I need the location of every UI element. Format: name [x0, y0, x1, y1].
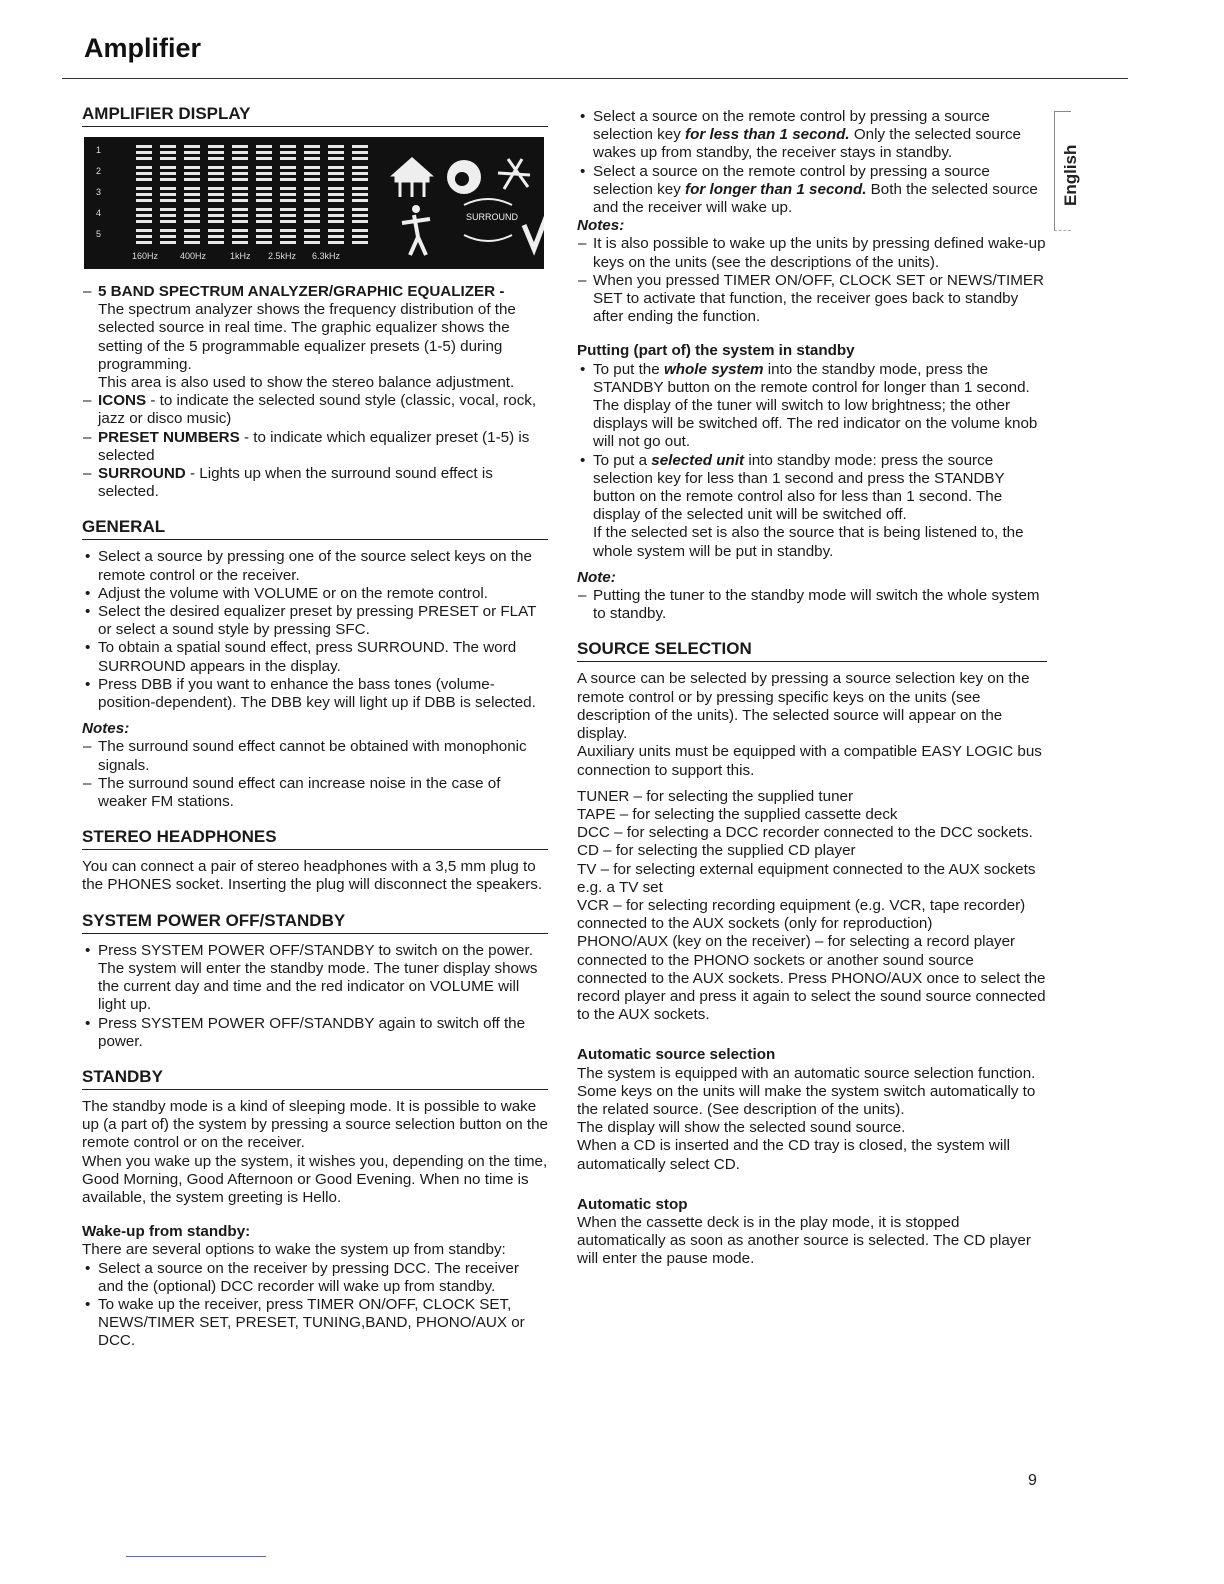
headphones-text: You can connect a pair of stereo headphones with a 3,5 mm plug to the PHONES socket. Inserting the plug will disconnect the speakers.	[82, 858, 543, 894]
wake-up-intro: There are several options to wake the system up from standby:	[82, 1241, 506, 1259]
equalizer-segment	[184, 151, 200, 154]
equalizer-segment	[280, 166, 296, 169]
headphones-heading: STEREO HEADPHONES	[82, 827, 548, 850]
equalizer-segment	[304, 241, 320, 244]
equalizer-segment	[184, 187, 200, 190]
item-text: To put the	[593, 360, 664, 378]
item-text: If the selected set is also the source that is being listened to, the whole system will be put in standby.	[593, 524, 1024, 560]
standby-paragraph: When you wake up the system, it wishes you, depending on the time, Good Morning, Good Afternoon or Good Evening. When no time is available, the system greeting is Hello.	[82, 1152, 548, 1206]
equalizer-segment	[160, 208, 176, 211]
equalizer-segment	[328, 157, 344, 160]
list-item: • Select the desired equalizer preset by pressing PRESET or FLAT or select a sound style by pressing SFC.	[82, 603, 548, 639]
list-item	[577, 361, 1047, 452]
equalizer-segment	[184, 199, 200, 202]
preset-number: 4	[96, 208, 102, 218]
list-item: • To obtain a spatial sound effect, press SURROUND. The word SURROUND appears in the display.	[82, 639, 548, 675]
item-label: PRESET NUMBERS	[98, 428, 240, 446]
equalizer-segment	[208, 187, 224, 190]
equalizer-segment	[304, 220, 320, 223]
equalizer-segment	[184, 229, 200, 232]
item-text: This area is also used to show the stereo balance adjustment.	[98, 374, 515, 392]
equalizer-segment	[208, 229, 224, 232]
amplifier-display-image	[84, 137, 544, 269]
equalizer-segment	[184, 172, 200, 175]
standby-paragraph: The standby mode is a kind of sleeping mode. It is possible to wake up (a part of) the system by pressing a source selection button on the remote control or on the receiver.	[82, 1097, 549, 1152]
equalizer-segment	[208, 220, 224, 223]
equalizer-segment	[256, 157, 272, 160]
list-item: • Press DBB if you want to enhance the bass tones (volume-position-dependent). The DBB key will light up if DBB is selected.	[82, 676, 548, 712]
equalizer-segment	[256, 187, 272, 190]
source-paragraph: A source can be selected by pressing a source selection key on the remote control or by pressing specific keys on the units (see description of the units). The selected source will appear on the display.	[577, 670, 1030, 743]
auto-source-title: Automatic source selection	[577, 1046, 776, 1064]
item-text: Only the selected source wakes up from standby, the receiver stays in standby.	[593, 126, 1021, 162]
equalizer-segment	[160, 178, 176, 181]
equalizer-segment	[160, 220, 176, 223]
equalizer-segment	[184, 157, 200, 160]
equalizer-segment	[160, 214, 176, 217]
equalizer-segment	[160, 193, 176, 196]
equalizer-segment	[232, 241, 248, 244]
equalizer-segment	[208, 166, 224, 169]
equalizer-segment	[304, 178, 320, 181]
auto-stop-text: When the cassette deck is in the play mode, it is stopped automatically as soon as another source is selected. The CD player will enter the pause mode.	[577, 1213, 1031, 1268]
vocal-icon-detail	[455, 172, 469, 186]
language-tab-label: English	[1061, 144, 1080, 206]
equalizer-segment	[208, 241, 224, 244]
equalizer-segment	[160, 157, 176, 160]
equalizer-segment	[184, 166, 200, 169]
item-text: Select a source on the remote control by pressing a source selection key	[593, 162, 990, 198]
equalizer-segment	[280, 199, 296, 202]
equalizer-segment	[160, 172, 176, 175]
equalizer-segment	[328, 151, 344, 154]
equalizer-segment	[184, 220, 200, 223]
equalizer-segment	[136, 145, 152, 148]
equalizer-segment	[232, 166, 248, 169]
list-item: • Adjust the volume with VOLUME or on the remote control.	[82, 585, 548, 603]
list-item	[577, 452, 1047, 561]
equalizer-segment	[304, 199, 320, 202]
equalizer-segment	[160, 235, 176, 238]
equalizer-segment	[136, 235, 152, 238]
equalizer-segment	[184, 193, 200, 196]
item-label: ICONS	[98, 392, 147, 410]
equalizer-segment	[280, 214, 296, 217]
equalizer-segment	[328, 178, 344, 181]
equalizer-segment	[256, 193, 272, 196]
equalizer-segment	[304, 172, 320, 175]
jazz-icon	[498, 159, 530, 189]
item-label: 5 BAND SPECTRUM ANALYZER/GRAPHIC EQUALIZER	[98, 283, 496, 300]
equalizer-segment	[256, 151, 272, 154]
equalizer-segment	[352, 220, 368, 223]
notes-label: Notes:	[82, 720, 130, 738]
equalizer-segment	[160, 187, 176, 190]
equalizer-segment	[352, 178, 368, 181]
equalizer-segment	[208, 214, 224, 217]
equalizer-segment	[304, 193, 320, 196]
preset-number: 3	[96, 187, 102, 197]
equalizer-segment	[304, 166, 320, 169]
title-rule	[62, 78, 1128, 79]
equalizer-segment	[232, 235, 248, 238]
equalizer-segment	[280, 208, 296, 211]
source-item: TV – for selecting external equipment connected to the AUX sockets e.g. a TV set	[577, 860, 1036, 896]
equalizer-segment	[208, 151, 224, 154]
source-list	[577, 788, 1047, 1025]
power-heading: SYSTEM POWER OFF/STANDBY	[82, 911, 548, 934]
remote-wake-list	[577, 108, 1047, 217]
equalizer-segment	[184, 208, 200, 211]
equalizer-segment	[352, 208, 368, 211]
equalizer-segment	[304, 187, 320, 190]
equalizer-segment	[280, 178, 296, 181]
equalizer-segment	[160, 145, 176, 148]
item-text: - Lights up when the surround sound effect is selected.	[98, 465, 493, 501]
item-text: Both the selected source and the receiver will wake up.	[593, 180, 1038, 217]
frequency-label: 1kHz	[230, 251, 251, 261]
equalizer-segment	[184, 178, 200, 181]
item-text: into standby mode: press the source selection key for less than 1 second and press the STANDBY button on the remote control also for less than 1 second. The display of the selected unit will be switched off.	[593, 451, 1005, 524]
equalizer-segment	[352, 151, 368, 154]
equalizer-segment	[328, 208, 344, 211]
item-emphasis: for less than 1 second.	[685, 126, 850, 144]
equalizer-segment	[328, 229, 344, 232]
equalizer-segment	[208, 178, 224, 181]
equalizer-segment	[160, 229, 176, 232]
equalizer-segment	[352, 214, 368, 217]
equalizer-segment	[136, 166, 152, 169]
equalizer-segment	[232, 187, 248, 190]
source-item: CD – for selecting the supplied CD player	[577, 842, 856, 860]
equalizer-segment	[160, 199, 176, 202]
list-item	[82, 283, 548, 392]
preset-number: 1	[96, 145, 102, 155]
general-list	[82, 548, 548, 712]
equalizer-segment	[256, 178, 272, 181]
list-item: • Press SYSTEM POWER OFF/STANDBY again to switch off the power.	[82, 1015, 548, 1051]
equalizer-segment	[136, 229, 152, 232]
equalizer-segment	[136, 199, 152, 202]
putting-standby-title: Putting (part of) the system in standby	[577, 342, 855, 360]
equalizer-segment	[280, 193, 296, 196]
equalizer-segment	[136, 193, 152, 196]
page-title: Amplifier	[84, 33, 202, 63]
equalizer-segment	[280, 157, 296, 160]
equalizer-segment	[136, 151, 152, 154]
equalizer-segment	[256, 199, 272, 202]
equalizer-segment	[328, 235, 344, 238]
item-text: - to indicate the selected sound style (classic, vocal, rock, jazz or disco music)	[98, 392, 537, 428]
disco-icon	[402, 215, 430, 255]
list-item	[577, 163, 1047, 218]
item-text: Select a source on the remote control by pressing a source selection key	[593, 108, 990, 144]
equalizer-segment	[280, 145, 296, 148]
equalizer-segment	[232, 220, 248, 223]
equalizer-segment	[160, 166, 176, 169]
equalizer-segment	[328, 199, 344, 202]
equalizer-segment	[304, 145, 320, 148]
equalizer-segment	[136, 178, 152, 181]
equalizer-segment	[280, 172, 296, 175]
classic-icon	[394, 159, 430, 197]
equalizer-segment	[256, 172, 272, 175]
equalizer-segment	[328, 145, 344, 148]
source-paragraph: Auxiliary units must be equipped with a compatible EASY LOGIC bus connection to support this.	[577, 743, 1042, 779]
preset-number: 5	[96, 229, 102, 239]
standby-heading: STANDBY	[82, 1067, 548, 1090]
wake-up-title: Wake-up from standby:	[82, 1223, 251, 1241]
equalizer-segment	[256, 208, 272, 211]
equalizer-segment	[280, 187, 296, 190]
dbb-icon	[524, 207, 544, 249]
equalizer-segment	[352, 187, 368, 190]
frequency-label: 400Hz	[180, 251, 207, 261]
equalizer-segment	[304, 229, 320, 232]
equalizer-segment	[304, 157, 320, 160]
language-tab	[1054, 111, 1128, 229]
equalizer-segment	[328, 193, 344, 196]
equalizer-segment	[208, 193, 224, 196]
equalizer-segment	[280, 241, 296, 244]
equalizer-segment	[208, 157, 224, 160]
equalizer-segment	[280, 151, 296, 154]
equalizer-segment	[136, 187, 152, 190]
equalizer-segment	[136, 241, 152, 244]
equalizer-segment	[328, 214, 344, 217]
item-label: SURROUND	[98, 465, 186, 483]
equalizer-segment	[184, 235, 200, 238]
equalizer-segment	[208, 145, 224, 148]
auto-source-text: The system is equipped with an automatic source selection function. Some keys on the units will make the system switch automatically to the related source. (See description of the units).	[577, 1064, 1036, 1118]
equalizer-segment	[256, 241, 272, 244]
equalizer-segment	[136, 157, 152, 160]
source-item: TAPE – for selecting the supplied cassette deck	[577, 805, 898, 823]
equalizer-segment	[136, 172, 152, 175]
notes-label: Notes:	[577, 217, 625, 235]
list-item	[82, 392, 548, 428]
equalizer-segment	[256, 229, 272, 232]
source-selection-heading: SOURCE SELECTION	[577, 639, 1047, 662]
item-emphasis: selected unit	[651, 451, 745, 469]
equalizer-segment	[208, 199, 224, 202]
equalizer-segment	[304, 208, 320, 211]
auto-stop-title: Automatic stop	[577, 1195, 688, 1213]
equalizer-segment	[256, 220, 272, 223]
power-list	[82, 942, 548, 1051]
amplifier-display-list	[82, 283, 548, 501]
item-emphasis: whole system	[663, 360, 764, 378]
left-column	[82, 104, 548, 1351]
note-item: – The surround sound effect cannot be obtained with monophonic signals.	[82, 738, 548, 774]
auto-source-text: The display will show the selected sound source.	[577, 1119, 906, 1137]
equalizer-segment	[232, 229, 248, 232]
equalizer-segment	[328, 241, 344, 244]
equalizer-segment	[160, 151, 176, 154]
wake-up-list	[82, 1260, 548, 1351]
equalizer-segment	[352, 157, 368, 160]
surround-icon-lower	[464, 235, 512, 241]
equalizer-segment	[232, 157, 248, 160]
equalizer-segment	[232, 172, 248, 175]
equalizer-segment	[136, 220, 152, 223]
item-text: To put a	[593, 451, 652, 469]
item-text: - to indicate which equalizer preset (1-5) is selected	[98, 428, 530, 464]
equalizer-segment	[184, 145, 200, 148]
list-item	[82, 465, 548, 501]
equalizer-segment	[208, 208, 224, 211]
equalizer-segment	[304, 214, 320, 217]
equalizer-segment	[352, 229, 368, 232]
general-notes	[82, 738, 548, 811]
equalizer-segment	[208, 235, 224, 238]
list-item: • To wake up the receiver, press TIMER ON/OFF, CLOCK SET, NEWS/TIMER SET, PRESET, TUNING,BAND, PHONO/AUX or DCC.	[82, 1296, 548, 1351]
equalizer-segment	[352, 166, 368, 169]
equalizer-segment	[256, 214, 272, 217]
list-item: • Select a source by pressing one of the source select keys on the remote control or the receiver.	[82, 548, 548, 584]
equalizer-segment	[328, 166, 344, 169]
equalizer-segment	[304, 151, 320, 154]
note-item: – It is also possible to wake up the units by pressing defined wake-up keys on the units (see the descriptions of the units).	[577, 235, 1047, 271]
equalizer-segment	[184, 214, 200, 217]
note-label: Note:	[577, 568, 616, 586]
page-number: 9	[1028, 1472, 1037, 1489]
equalizer-segment	[280, 229, 296, 232]
equalizer-segment	[352, 199, 368, 202]
equalizer-segment	[256, 235, 272, 238]
source-item: TUNER – for selecting the supplied tuner	[577, 787, 854, 805]
auto-source-text: When a CD is inserted and the CD tray is closed, the system will automatically select CD.	[577, 1137, 1011, 1173]
amplifier-display-heading: AMPLIFIER DISPLAY	[82, 104, 548, 127]
list-item: • Select a source on the receiver by pressing DCC. The receiver and the (optional) DCC recorder will wake up from standby.	[82, 1260, 548, 1296]
item-separator: -	[495, 283, 505, 300]
note-item: – Putting the tuner to the standby mode will switch the whole system to standby.	[577, 587, 1047, 623]
item-emphasis: for longer than 1 second.	[685, 180, 867, 198]
equalizer-segment	[232, 208, 248, 211]
equalizer-segment	[232, 145, 248, 148]
source-item: PHONO/AUX (key on the receiver) – for selecting a record player connected to the PHONO sockets or another sound source connected to the AUX sockets. Press PHONO/AUX once to select the record player and press it again to select the sound source connected to the AUX sockets.	[577, 933, 1046, 1024]
preset-number: 2	[96, 166, 102, 176]
equalizer-segment	[232, 214, 248, 217]
equalizer-segment	[352, 235, 368, 238]
frequency-label: 6.3kHz	[312, 251, 341, 261]
equalizer-segment	[328, 220, 344, 223]
standby-note	[577, 587, 1047, 623]
equalizer-segment	[256, 166, 272, 169]
surround-display-label: SURROUND	[466, 212, 519, 222]
source-item: DCC – for selecting a DCC recorder connected to the DCC sockets.	[577, 824, 1033, 842]
equalizer-segment	[232, 193, 248, 196]
equalizer-segment	[232, 151, 248, 154]
footer-line	[126, 1556, 266, 1557]
equalizer-segment	[232, 178, 248, 181]
note-item: – The surround sound effect can increase noise in the case of weaker FM stations.	[82, 775, 548, 811]
equalizer-segment	[304, 235, 320, 238]
source-item: VCR – for selecting recording equipment (e.g. VCR, tape recorder) connected to the AUX sockets (only for reproduction)	[577, 896, 1026, 933]
item-text: into the standby mode, press the STANDBY button on the remote control for longer than 1 second. The display of the tuner will switch to low brightness; the other displays will be switched off. The red indicator on the volume knob will not go out.	[593, 360, 1038, 451]
equalizer-segment	[280, 220, 296, 223]
equalizer-segment	[184, 241, 200, 244]
general-heading: GENERAL	[82, 517, 548, 540]
equalizer-segment	[328, 172, 344, 175]
equalizer-segment	[352, 172, 368, 175]
list-item: • Press SYSTEM POWER OFF/STANDBY to switch on the power. The system will enter the standby mode. The tuner display shows the current day and time and the red indicator on VOLUME will light up.	[82, 942, 548, 1015]
right-column	[577, 108, 1047, 1269]
equalizer-segment	[208, 172, 224, 175]
equalizer-segment	[232, 199, 248, 202]
equalizer-segment	[352, 241, 368, 244]
equalizer-segment	[136, 208, 152, 211]
disco-icon-head	[412, 205, 420, 213]
standby-notes	[577, 235, 1047, 326]
equalizer-segment	[352, 193, 368, 196]
frequency-label: 2.5kHz	[268, 251, 297, 261]
surround-icon	[464, 199, 512, 205]
equalizer-segment	[352, 145, 368, 148]
list-item	[577, 108, 1047, 163]
item-text: The spectrum analyzer shows the frequency distribution of the selected source in real time. The graphic equalizer shows the setting of the 5 programmable equalizer presets (1-5) during programming.	[98, 301, 516, 373]
equalizer-segment	[136, 214, 152, 217]
list-item	[82, 429, 548, 465]
equalizer-segment	[328, 187, 344, 190]
equalizer-segment	[280, 235, 296, 238]
equalizer-segment	[256, 145, 272, 148]
equalizer-segment	[160, 241, 176, 244]
frequency-label: 160Hz	[132, 251, 159, 261]
putting-standby-list	[577, 361, 1047, 561]
equalizer-bars	[84, 137, 544, 269]
note-item: – When you pressed TIMER ON/OFF, CLOCK SET or NEWS/TIMER SET to activate that function, the receiver goes back to standby after ending the function.	[577, 272, 1047, 327]
